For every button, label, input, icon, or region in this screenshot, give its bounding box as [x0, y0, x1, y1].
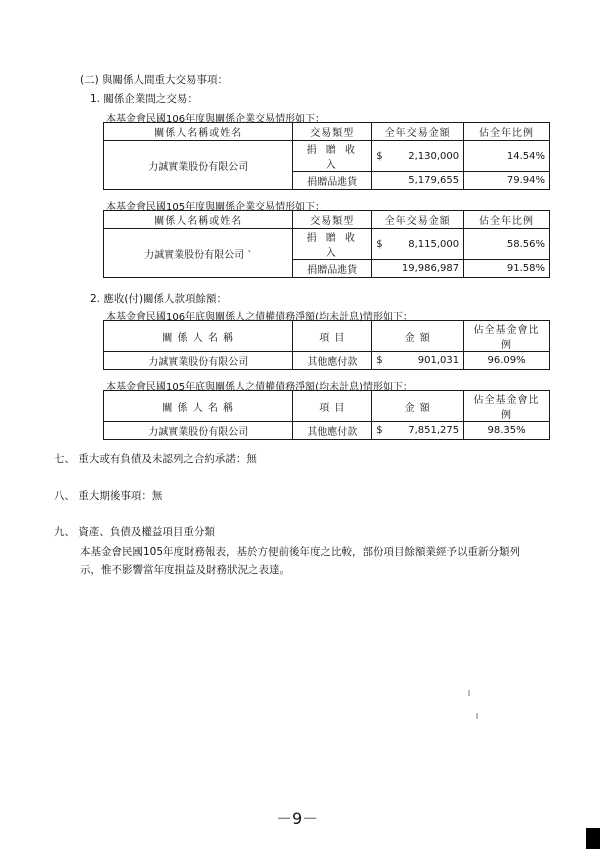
table2-caption: 本基金會民國105年度與關係企業交易情形如下： [106, 202, 326, 213]
section-9-heading: 九、 資產、負債及權益項目重分類 [54, 526, 215, 538]
amount-cell [372, 229, 464, 260]
header-party: 關係人名稱或姓名 [104, 123, 293, 141]
header-ratio: 佔全年比例 [464, 211, 550, 229]
item-name: 其他應付款 [293, 422, 372, 440]
transaction-type: 捐贈品進貨 [293, 260, 372, 278]
table-105-transactions [103, 210, 550, 278]
section-9-line-1: 本基金會民國105年度財務報表，基於方便前後年度之比較，部份項目餘額業經予以重新分類列 [80, 546, 521, 558]
header-item: 項 目 [293, 321, 372, 352]
amount-cell [372, 352, 464, 370]
header-amount: 金 額 [372, 391, 464, 422]
amount-cell [372, 172, 464, 190]
scan-speck [476, 713, 478, 719]
transaction-type: 捐 贈 收 入 [293, 229, 372, 260]
table4-caption: 本基金會民國105年底與關係人之債權債務淨額(均未計息)情形如下： [106, 382, 413, 393]
section-7: 七、 重大或有負債及未認列之合約承諾：無 [54, 453, 257, 465]
table-106-balances [103, 320, 550, 370]
item-1-heading: 1. 關係企業間之交易： [90, 93, 198, 105]
table-105-balances [103, 390, 550, 440]
item-2-heading: 2. 應收(付)關係人款項餘額： [90, 293, 228, 305]
scan-speck [468, 690, 470, 696]
amount-cell [372, 141, 464, 172]
ratio-value: 98.35% [464, 422, 550, 440]
header-amount: 金 額 [372, 321, 464, 352]
party-name: 力誠實業股份有限公司 [104, 141, 293, 190]
header-party: 關係人名稱或姓名 [104, 211, 293, 229]
table3-caption: 本基金會民國106年底與關係人之債權債務淨額(均未計息)情形如下： [106, 312, 413, 323]
ratio-value: 96.09% [464, 352, 550, 370]
item-name: 其他應付款 [293, 352, 372, 370]
currency-symbol: $ [376, 150, 383, 162]
party-name: 力誠實業股份有限公司 ` [104, 229, 293, 278]
header-ratio: 佔全基金會比例 [464, 391, 550, 422]
currency-symbol: $ [376, 238, 383, 250]
transaction-type: 捐 贈 收 入 [293, 141, 372, 172]
ratio-value: 14.54% [464, 141, 550, 172]
amount-value: 8,115,000 [408, 238, 460, 250]
header-type: 交易類型 [293, 123, 372, 141]
header-party: 關 係 人 名 稱 [104, 321, 293, 352]
page-number: －9－ [276, 809, 319, 828]
header-ratio: 佔全年比例 [464, 123, 550, 141]
table-106-transactions [103, 122, 550, 190]
currency-symbol: $ [376, 425, 383, 436]
amount-value: 2,130,000 [408, 150, 460, 162]
header-item: 項 目 [293, 391, 372, 422]
scan-corner-mark [586, 828, 600, 849]
amount-value: 19,986,987 [401, 263, 460, 274]
amount-value: 7,851,275 [408, 425, 460, 436]
section-heading-related-party: (二) 與關係人間重大交易事項： [80, 74, 229, 86]
section-8: 八、 重大期後事項：無 [54, 490, 163, 502]
party-name: 力誠實業股份有限公司 [104, 352, 293, 370]
table1-caption: 本基金會民國106年度與關係企業交易情形如下： [106, 114, 326, 125]
amount-value: 5,179,655 [408, 175, 460, 186]
header-ratio: 佔全基金會比例 [464, 321, 550, 352]
header-amount: 全年交易金額 [372, 211, 464, 229]
ratio-value: 58.56% [464, 229, 550, 260]
header-type: 交易類型 [293, 211, 372, 229]
section-9-line-2: 示，惟不影響當年度損益及財務狀況之表達。 [80, 564, 290, 576]
ratio-value: 91.58% [464, 260, 550, 278]
transaction-type: 捐贈品進貨 [293, 172, 372, 190]
ratio-value: 79.94% [464, 172, 550, 190]
header-party: 關 係 人 名 稱 [104, 391, 293, 422]
amount-cell [372, 260, 464, 278]
party-name: 力誠實業股份有限公司 [104, 422, 293, 440]
header-amount: 全年交易金額 [372, 123, 464, 141]
amount-cell [372, 422, 464, 440]
currency-symbol: $ [376, 355, 383, 366]
amount-value: 901,031 [417, 355, 460, 366]
